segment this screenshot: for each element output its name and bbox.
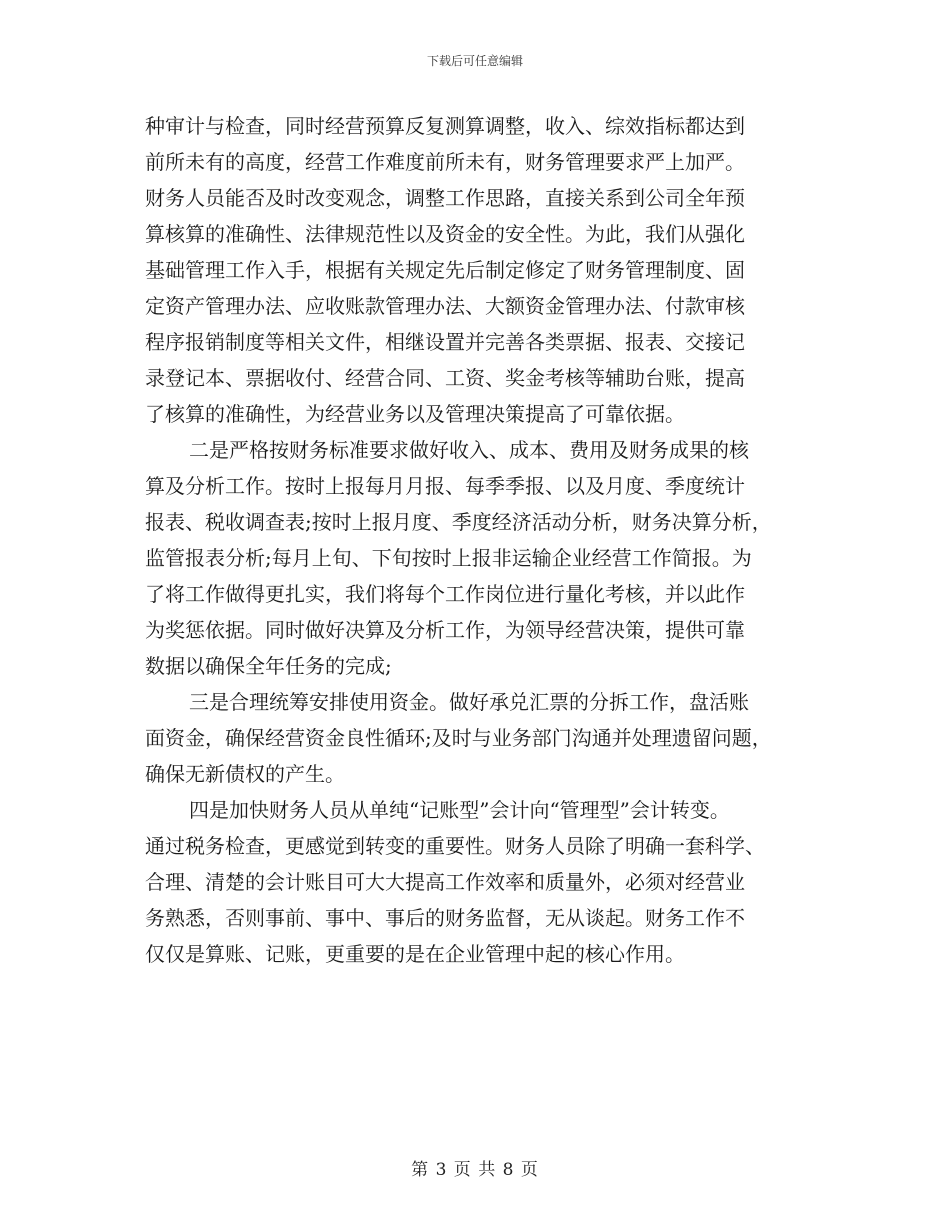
document-body xyxy=(145,108,825,972)
paragraph-1-line: 程序报销制度等相关文件，相继设置并完善各类票据、报表、交接记 xyxy=(145,330,745,354)
paragraph-2-line: 报表、税收调查表;按时上报月度、季度经济活动分析，财务决算分析， xyxy=(145,510,772,534)
paragraph-1-line: 录登记本、票据收付、经营合同、工资、奖金考核等辅助台账，提高 xyxy=(145,366,745,390)
paragraph-2-line: 数据以确保全年任务的完成; xyxy=(145,654,392,678)
paragraph-4-line: 仅仅是算账、记账，更重要的是在企业管理中起的核心作用。 xyxy=(145,942,685,966)
paragraph-1-line: 种审计与检查，同时经营预算反复测算调整，收入、综效指标都达到 xyxy=(145,114,745,138)
paragraph-2-line: 算及分析工作。按时上报每月月报、每季季报、以及月度、季度统计 xyxy=(145,474,745,498)
paragraph-1-line: 了核算的准确性，为经营业务以及管理决策提高了可靠依据。 xyxy=(145,402,685,426)
paragraph-2-line: 了将工作做得更扎实，我们将每个工作岗位进行量化考核，并以此作 xyxy=(145,582,745,606)
paragraph-3-line: 确保无新债权的产生。 xyxy=(145,762,345,786)
paragraph-4-line: 合理、清楚的会计账目可大大提高工作效率和质量外，必须对经营业 xyxy=(145,870,745,894)
paragraph-1-line: 算核算的准确性、法律规范性以及资金的安全性。为此，我们从强化 xyxy=(145,222,745,246)
page-number-footer: 第 3 页 共 8 页 xyxy=(411,1160,539,1180)
paragraph-3-line: 面资金，确保经营资金良性循环;及时与业务部门沟通并处理遗留问题， xyxy=(145,726,772,750)
paragraph-2-line: 监管报表分析;每月上旬、下旬按时上报非运输企业经营工作简报。为 xyxy=(145,546,752,570)
paragraph-1-line: 基础管理工作入手，根据有关规定先后制定修定了财务管理制度、固 xyxy=(145,258,745,282)
paragraph-1-line: 前所未有的高度，经营工作难度前所未有，财务管理要求严上加严。 xyxy=(145,150,745,174)
paragraph-4-line: 四是加快财务人员从单纯“记账型”会计向“管理型”会计转变。 xyxy=(189,798,730,822)
paragraph-3-line: 三是合理统筹安排使用资金。做好承兑汇票的分拆工作，盘活账 xyxy=(189,690,749,714)
paragraph-1-line: 定资产管理办法、应收账款管理办法、大额资金管理办法、付款审核 xyxy=(145,294,745,318)
paragraph-4-line: 通过税务检查，更感觉到转变的重要性。财务人员除了明确一套科学、 xyxy=(145,834,765,858)
page-header: 下载后可任意编辑 xyxy=(426,54,523,68)
paragraph-4-line: 务熟悉，否则事前、事中、事后的财务监督，无从谈起。财务工作不 xyxy=(145,906,745,930)
paragraph-2-line: 为奖惩依据。同时做好决算及分析工作，为领导经营决策，提供可靠 xyxy=(145,618,745,642)
paragraph-1-line: 财务人员能否及时改变观念，调整工作思路，直接关系到公司全年预 xyxy=(145,186,745,210)
paragraph-2-line: 二是严格按财务标准要求做好收入、成本、费用及财务成果的核 xyxy=(189,438,749,462)
